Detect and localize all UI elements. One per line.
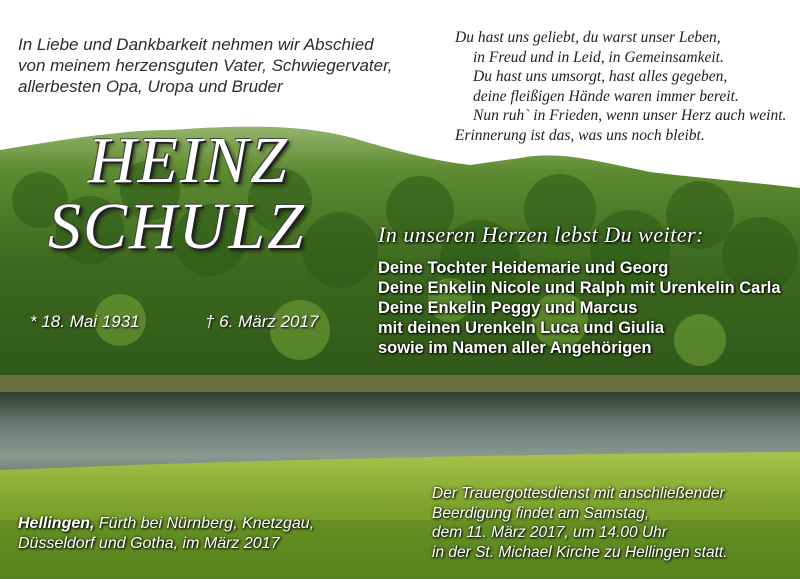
hometown: Hellingen, [18, 515, 95, 532]
service-line: dem 11. März 2017, um 14.00 Uhr [432, 524, 667, 541]
poem-line: Nun ruh` in Frieden, wenn unser Herz auch weint. [473, 107, 787, 124]
funeral-service-info [432, 484, 792, 562]
family-line: Deine Enkelin Nicole und Ralph mit Urenkelin Carla [378, 279, 781, 297]
places-line: Düsseldorf und Gotha, im März 2017 [18, 535, 280, 552]
poem [455, 28, 795, 145]
service-line: Beerdigung findet am Samstag, [432, 504, 650, 522]
places-and-date [18, 514, 378, 554]
poem-line: Du hast uns geliebt, du warst unser Leben, [455, 29, 721, 46]
intro-line: von meinem herzensguten Vater, Schwiegervater, [18, 56, 393, 75]
poem-line: in Freud und in Leid, in Gemeinsamkeit. [473, 48, 724, 66]
intro-text [18, 34, 438, 97]
motto: In unseren Herzen lebst Du weiter: [378, 222, 704, 247]
death-date: † 6. März 2017 [205, 312, 319, 331]
intro-line: allerbesten Opa, Uropa und Bruder [18, 77, 283, 96]
family-list [378, 258, 798, 358]
poem-line: Du hast uns umsorgt, hast alles gegeben, [473, 68, 728, 85]
family-line: sowie im Namen aller Angehörigen [378, 339, 652, 357]
family-line: mit deinen Urenkeln Luca und Giulia [378, 319, 665, 337]
last-name: SCHULZ [48, 190, 306, 263]
family-line: Deine Enkelin Peggy und Marcus [378, 299, 638, 317]
service-line: in der St. Michael Kirche zu Hellingen statt. [432, 543, 728, 561]
service-line: Der Trauergottesdienst mit anschließender [432, 485, 725, 502]
poem-line: deine fleißigen Hände waren immer bereit. [473, 87, 739, 105]
deceased-name [30, 124, 306, 263]
poem-line: Erinnerung ist das, was uns noch bleibt. [455, 126, 705, 144]
places-line: Fürth bei Nürnberg, Knetzgau, [94, 515, 315, 532]
first-name: HEINZ [88, 124, 289, 197]
intro-line: In Liebe und Dankbarkeit nehmen wir Abschied [18, 35, 374, 54]
family-line: Deine Tochter Heidemarie und Georg [378, 259, 669, 277]
birth-date: * 18. Mai 1931 [30, 312, 140, 331]
